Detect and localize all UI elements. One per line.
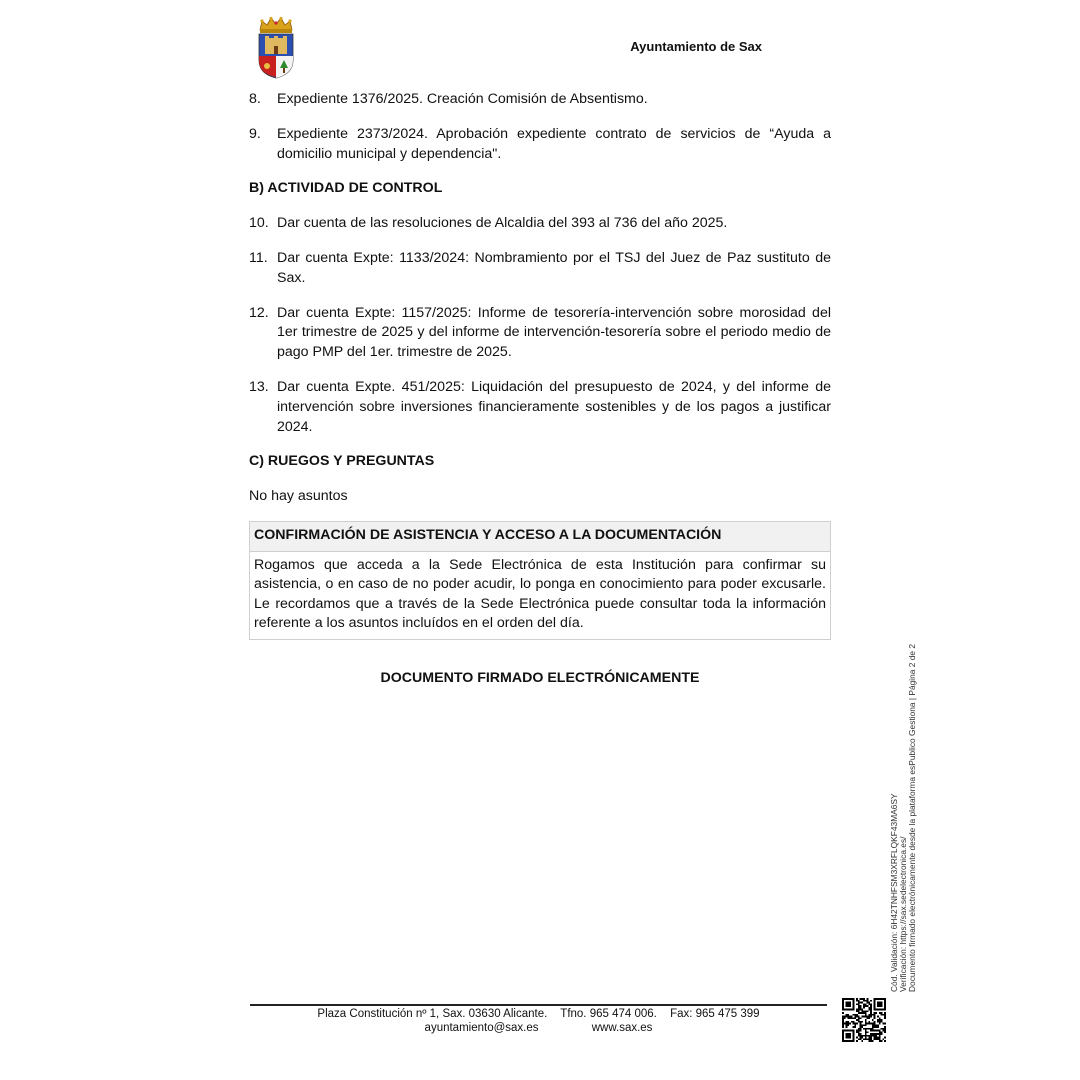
item-number: 13. <box>249 378 269 395</box>
agenda-item <box>249 378 831 437</box>
item-number: 12. <box>249 304 269 321</box>
platform-note: Documento firmado electrónicamente desde la plataforma esPublico Gestiona | Página 2 de 2 <box>907 643 918 992</box>
footer-divider <box>250 1004 827 1006</box>
confirmation-box <box>249 521 831 640</box>
agenda-item <box>249 90 831 110</box>
item-number: 10. <box>249 215 269 232</box>
footer-email[interactable]: ayuntamiento@sax.es <box>424 1021 539 1034</box>
item-text: Expediente 2373/2024. Aprobación expediente contrato de servicios de “Ayuda a domicilio municipal y dependencia". <box>277 125 831 162</box>
confirmation-title: CONFIRMACIÓN DE ASISTENCIA Y ACCESO A LA DOCUMENTACIÓN <box>250 522 830 552</box>
item-text: Dar cuenta de las resoluciones de Alcaldia del 393 al 736 del año 2025. <box>277 215 728 232</box>
item-text: Dar cuenta Expte. 451/2025: Liquidación del presupuesto de 2024, y del informe de intervención sobre inversiones financieramente sostenibles y de los pagos a justificar 2024. <box>277 378 831 435</box>
agenda-item <box>249 125 831 165</box>
item-text: Dar cuenta Expte: 1157/2025: Informe de tesorería-intervención sobre morosidad del 1er trimestre de 2025 y del informe de intervención-tesorería sobre el periodo medio de pago PMP del 1er. trimestre de 2025. <box>277 304 831 361</box>
agenda-item <box>249 249 831 289</box>
signed-notice: DOCUMENTO FIRMADO ELECTRÓNICAMENTE <box>380 670 700 686</box>
footer-website[interactable]: www.sax.es <box>591 1021 653 1034</box>
footer-address: Plaza Constitución nº 1, Sax. 03630 Alicante. <box>317 1008 548 1020</box>
no-items-text: No hay asuntos <box>249 488 348 505</box>
agenda-item <box>249 304 831 363</box>
confirmation-body: Rogamos que acceda a la Sede Electrónica de esta Institución para confirmar su asistencia, o en caso de no poder acudir, lo ponga en conocimiento para poder excusarle. Le recordamos que a través de la Sede Electrónica puede consultar toda la información referente a los asuntos incluídos en el orden del día. <box>254 556 826 632</box>
section-heading-b: B) ACTIVIDAD DE CONTROL <box>249 180 443 197</box>
footer-fax: Fax: 965 475 399 <box>670 1008 760 1020</box>
validation-code: Cód. Validación: 6H42TNHFSM3XRFLQKF43MA6SY <box>889 793 899 992</box>
footer-phone: Tfno. 965 474 006. <box>560 1008 657 1020</box>
verification-url: Verificación: https://sax.sedelectronica.es/ <box>898 836 909 992</box>
coat-of-arms-logo <box>256 16 296 80</box>
item-text: Expediente 1376/2025. Creación Comisión de Absentismo. <box>277 91 648 107</box>
item-number: 9. <box>249 125 261 142</box>
item-number: 11. <box>249 249 268 266</box>
footer <box>250 1008 827 1035</box>
qr-code-icon <box>842 998 886 1042</box>
item-number: 8. <box>249 91 261 107</box>
section-heading-c: C) RUEGOS Y PREGUNTAS <box>249 453 435 470</box>
item-text: Dar cuenta Expte: 1133/2024: Nombramiento por el TSJ del Juez de Paz sustituto de Sax. <box>277 249 831 286</box>
agenda-item <box>249 214 831 234</box>
verification-text <box>890 644 918 992</box>
document-body <box>249 90 831 640</box>
header-title: Ayuntamiento de Sax <box>630 39 762 54</box>
